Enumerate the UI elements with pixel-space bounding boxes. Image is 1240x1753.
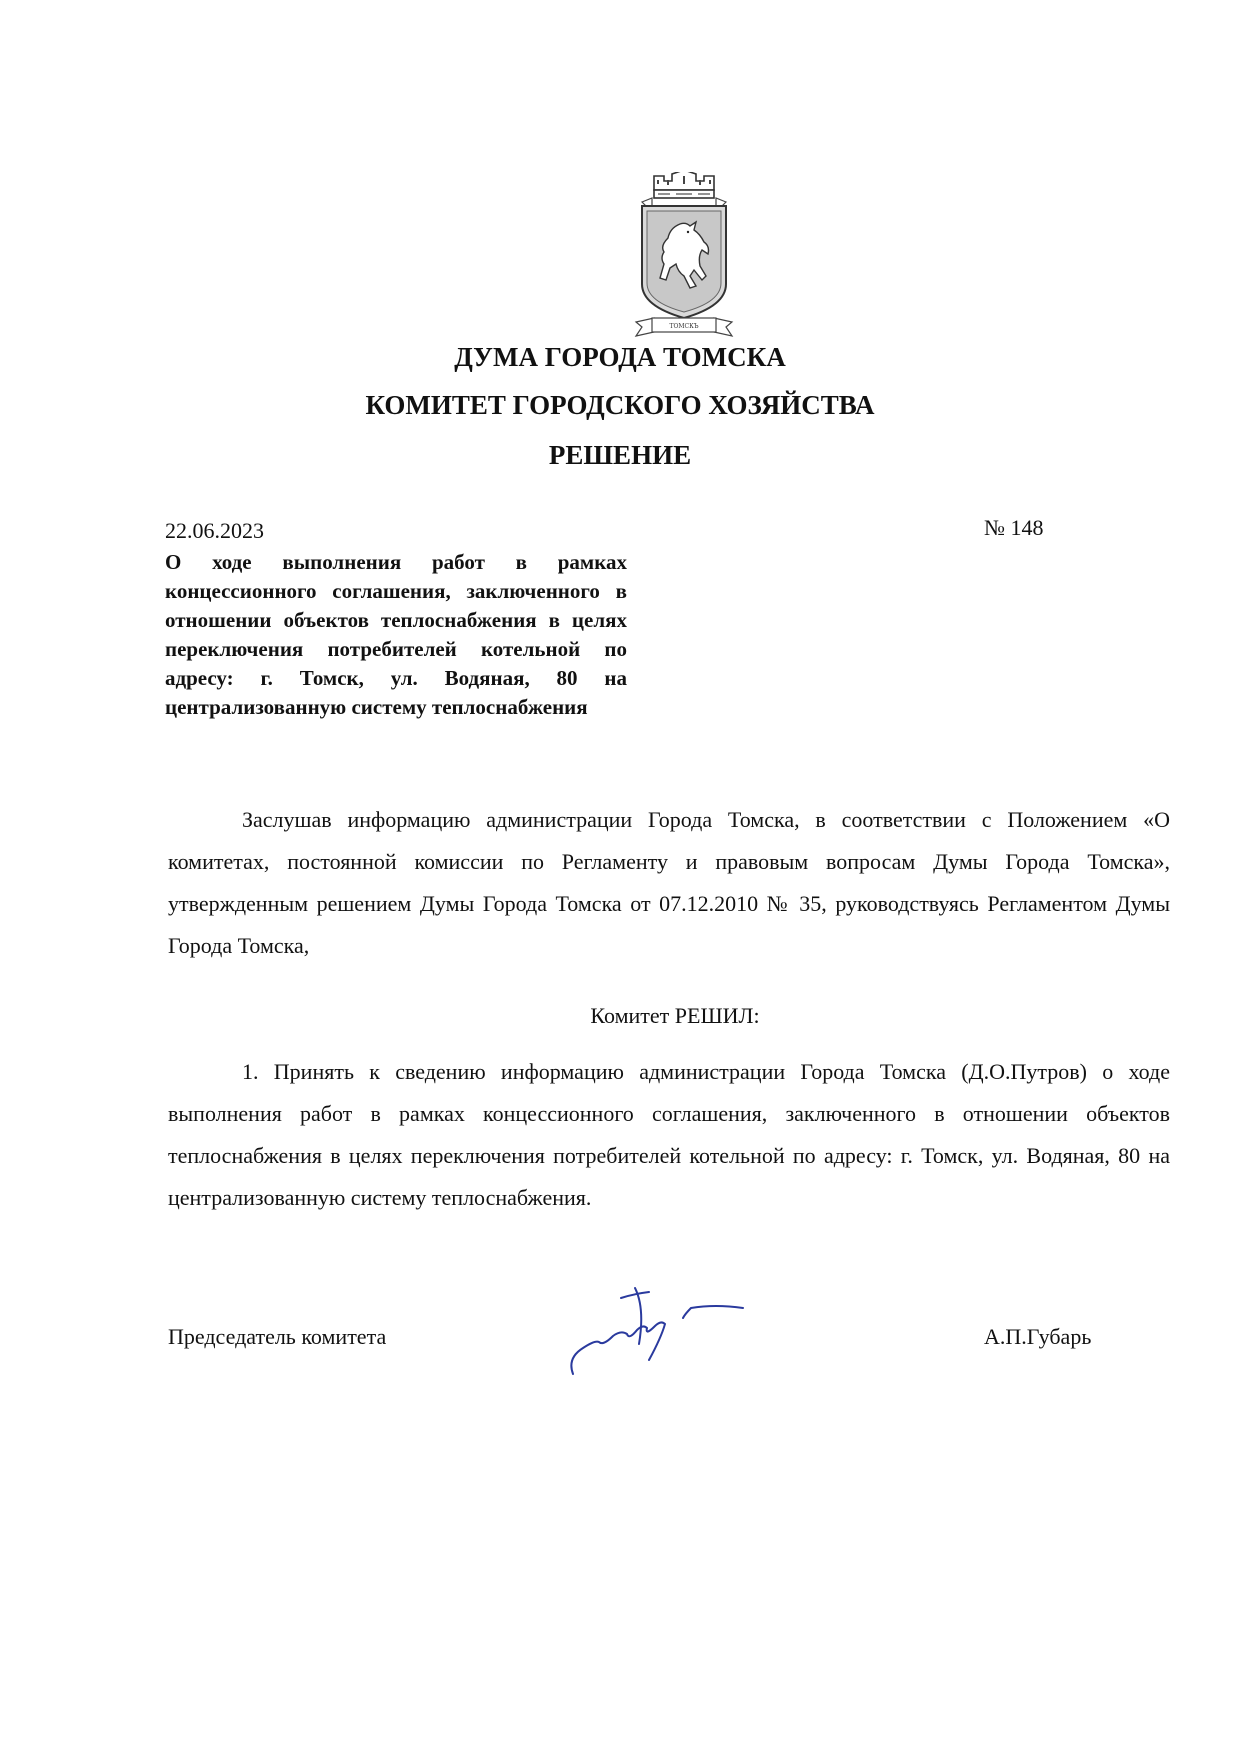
handwritten-signature-icon [565, 1278, 815, 1388]
resolved-heading: Комитет РЕШИЛ: [590, 1003, 760, 1028]
document-number: № 148 [984, 515, 1044, 540]
decision-item-1: 1. Принять к сведению информацию администрации Города Томска (Д.О.Путров) о ходе выполнения работ в рамках концессионного соглашения, заключенного в отношении объектов теплоснабжения в целях переключения потребителей котельной по адресу: г. Томск, ул. Водяная, 80 на централизованную систему теплоснабжения. [168, 1059, 1170, 1210]
committee-title: КОМИТЕТ ГОРОДСКОГО ХОЗЯЙСТВА [365, 390, 875, 420]
document-date: 22.06.2023 [165, 518, 264, 543]
document-subject: О ходе выполнения работ в рамках концессионного соглашения, заключенного в отношении объектов теплоснабжения в целях переключения потребителей котельной по адресу: г. Томск, ул. Водяная, 80 на централизованную систему теплоснабжения [165, 550, 627, 719]
signatory-role: Председатель комитета [168, 1324, 387, 1349]
doc-type-title: РЕШЕНИЕ [548, 440, 692, 470]
crest-motto: ТОМСКЪ [669, 323, 699, 330]
org-title: ДУМА ГОРОДА ТОМСКА [454, 342, 786, 372]
signatory-name: А.П.Губарь [984, 1324, 1092, 1349]
preamble-paragraph: Заслушав информацию администрации Города Томска, в соответствии с Положением «О комитетах, постоянной комиссии по Регламенту и правовым вопросам Думы Города Томска», утвержденным решением Думы Города Томска от 07.12.2010 № 35, руководствуясь Регламентом Думы Города Томска, [168, 807, 1170, 958]
tomsk-coat-of-arms-icon [630, 172, 738, 344]
